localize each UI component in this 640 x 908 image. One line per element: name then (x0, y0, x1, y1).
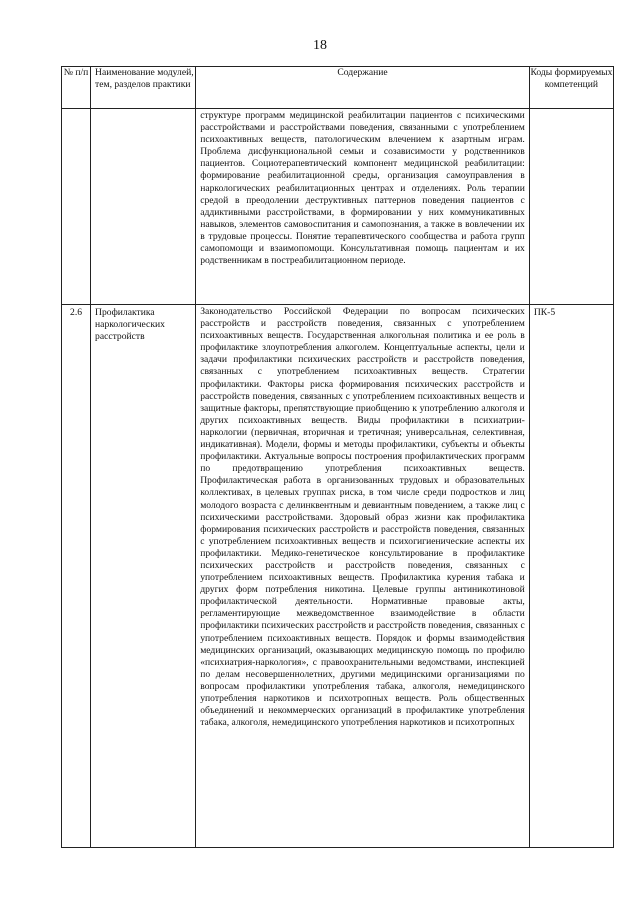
table-row (62, 305, 614, 848)
row-content-text: Законодательство Российской Федерации по вопросам психических расстройств и расстройств поведения, связанных с употреблением психоактивных веществ. Государственная алкогольная политика и ее роль в профилактике злоупотребления алкоголем. Концептуальные аспекты, цели и задачи профилактики психических расстройств и расстройств поведения, связанных с употреблением психоактивных веществ. Стратегии профилактики. Факторы риска формирования психических расстройств и расстройств поведения, связанных с употреблением психоактивных веществ и защитные факторы, препятствующие приобщению к употреблению алкоголя и других психоактивных веществ. Виды профилактики в психиатрии-наркологии (первичная, вторичная и третичная; универсальная, селективная, индикативная). Модели, формы и методы профилактики, субъекты и объекты профилактики. Актуальные вопросы построения профилактических программ по предотвращению употребления психоактивных веществ. Профилактическая работа в организованных трудовых и образовательных коллективах, в целевых группах риска, в том числе среди подростков и лиц молодого возраста с делинквентным и девиантным поведением, а также лиц с психическими расстройствами. Здоровый образ жизни как профилактика формирования психических расстройств и расстройств поведения, связанных с употреблением психоактивных веществ и психогигиенические аспекты их профилактики. Медико-генетическое консультирование в профилактике психических расстройств и расстройств поведения, связанных с употреблением психоактивных веществ. Профилактика курения табака и других форм потребления никотина. Целевые группы антиникотиновой профилактической деятельности. Нормативные правовые акты, регламентирующие межведомственное взаимодействие в области профилактики психических расстройств и расстройств поведения, связанных с употреблением психоактивных веществ. Порядок и формы взаимодействия медицинских организаций, оказывающих медицинскую помощь по профилю «психиатрия-наркология», с правоохранительными ведомствами, инспекцией по делам несовершеннолетних, другими медицинскими организациями по вопросам профилактики употребления табака, алкоголя, немедицинского употребления наркотиков и психотропных веществ. Роль общественных объединений и некоммерческих организаций в профилактике употребления табака, алкоголя, немедицинского употребления наркотиков и психотропных (200, 306, 525, 729)
table-row (62, 109, 614, 305)
header-name: Наименование модулей, тем, разделов практики (91, 67, 196, 109)
curriculum-table (61, 66, 614, 848)
header-num: № п/п (62, 67, 91, 109)
header-codes: Коды формируемых компетенций (529, 67, 613, 109)
row-name (91, 109, 196, 305)
row-name: Профилактика наркологических расстройств (91, 305, 196, 848)
row-num: 2.6 (62, 305, 91, 848)
row-content (196, 109, 530, 305)
row-codes: ПК-5 (529, 305, 613, 848)
header-content: Содержание (196, 67, 530, 109)
page-number: 18 (313, 38, 327, 53)
row-content-text: структуре программ медицинской реабилитации пациентов с психическими расстройствами и расстройствами поведения, связанными с употреблением психоактивных веществ, патологическим влечением к азартным играм. Проблема дисфункциональной семьи и созависимости у родственников пациентов. Социотерапевтический компонент медицинской реабилитации: формирование реабилитационной среды, организация самоуправления в наркологических реабилитационных центрах и отделениях. Роль терапии средой в преодолении деструктивных паттернов поведения пациентов с аддиктивными расстройствами, в формировании у них коммуникативных навыков, элементов самовоспитания и самопознания, а также в вовлечении их в трудовые процессы. Понятие терапевтического сообщества и работа групп самопомощи и взаимопомощи. Консультативная помощь пациентам и их родственникам в постреабилитационном периоде. (200, 110, 525, 267)
row-num (62, 109, 91, 305)
table-header-row (62, 67, 614, 109)
row-codes (529, 109, 613, 305)
row-content (196, 305, 530, 848)
